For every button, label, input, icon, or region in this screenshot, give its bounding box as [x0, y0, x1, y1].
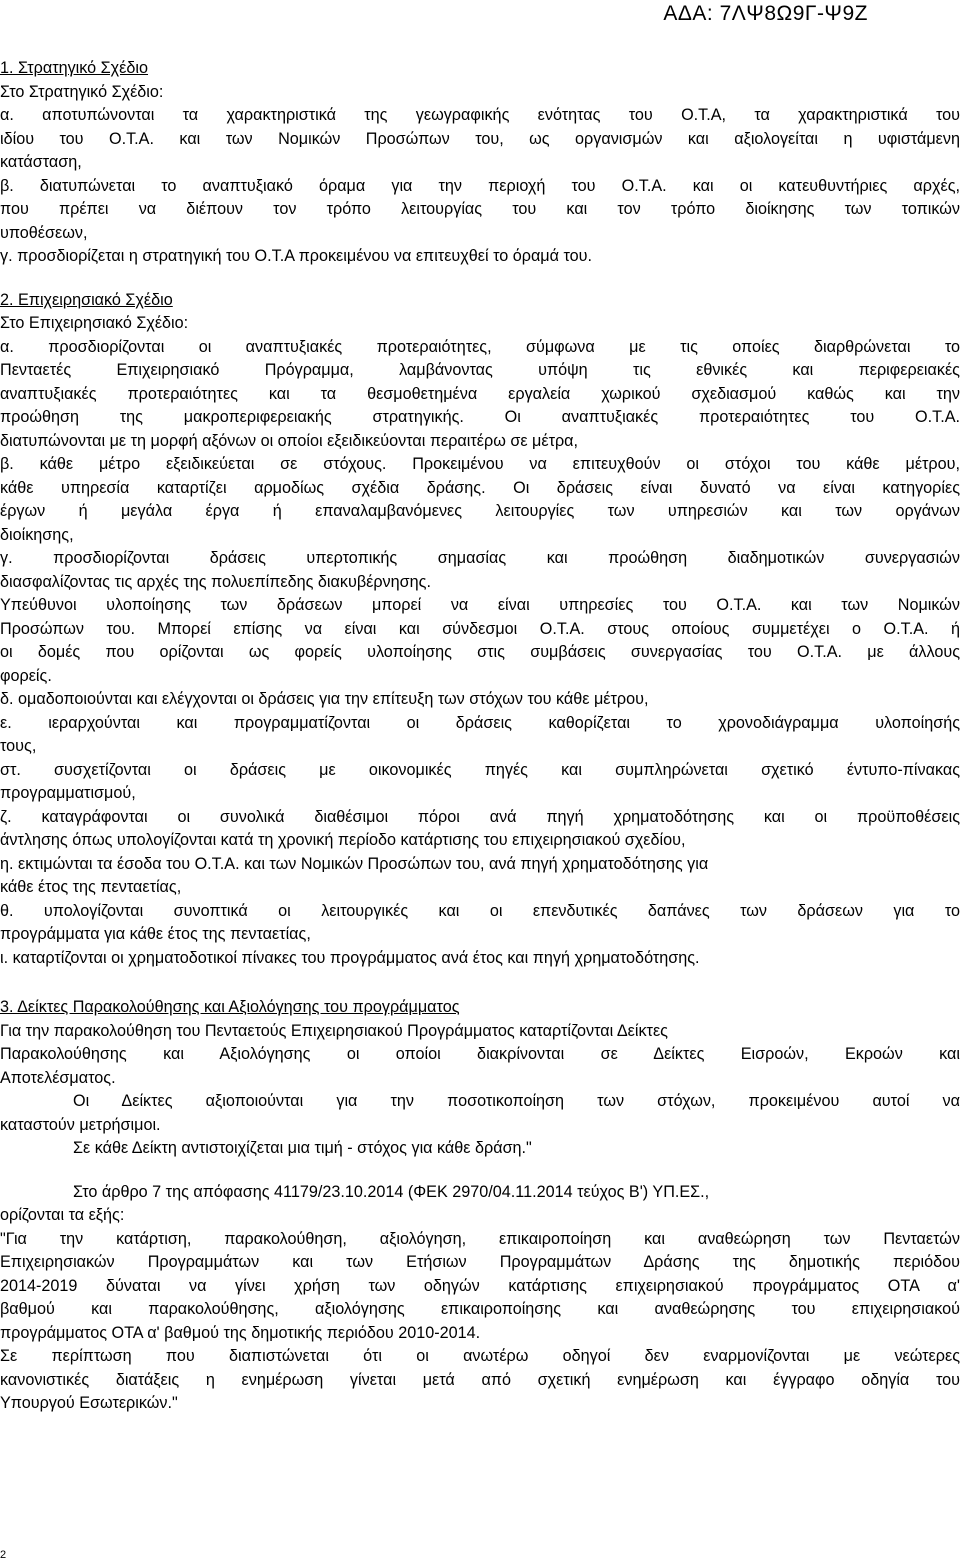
text-line: ι. καταρτίζονται οι χρηματοδοτικοί πίνακες του προγράμματος ανά έτος και πηγή χρηματοδότησης.: [0, 948, 700, 967]
text-line: Οι Δείκτες αξιοποιούνται για την ποσοτικοποίηση των στόχων, προκειμένου αυτοί να: [73, 1092, 960, 1110]
text-line: διατυπώνονται με τη μορφή αξόνων οι οποίοι εξειδικεύονται περαιτέρω σε μέτρα,: [0, 431, 579, 450]
text-line: Υπεύθυνοι υλοποίησης των δράσεων μπορεί να είναι υπηρεσίες του Ο.Τ.Α. και των Νομικών: [0, 596, 960, 614]
text-line: έργων ή μεγάλα έργα ή επαναλαμβανόμενες λειτουργίες των υπηρεσιών και των οργάνων: [0, 502, 960, 520]
text-line: β. κάθε μέτρο εξειδικεύεται σε στόχους. Προκειμένου να επιτευχθούν οι στόχοι του κάθε μέτρου,: [0, 455, 960, 473]
underlined-heading-text: 3. Δείκτες Παρακολούθησης και Αξιολόγησης του προγράμματος: [0, 998, 460, 1016]
text-line: 2014-2019 δύναται να γίνει χρήση των οδηγών κατάρτισης επιχειρησιακού προγράμματος ΟΤΑ α': [0, 1276, 960, 1295]
text-line: Σε κάθε Δείκτη αντιστοιχίζεται μια τιμή - στόχος για κάθε δράση.": [73, 1139, 532, 1157]
text-line: Στο Επιχειρησιακό Σχέδιο:: [0, 314, 189, 332]
text-line: Αποτελέσματος.: [0, 1068, 116, 1087]
text-line: γ. προσδιορίζονται δράσεις υπερτοπικής σημασίας και προώθηση διαδημοτικών συνεργασιών: [0, 549, 960, 567]
paragraph-gap: [0, 269, 960, 289]
underlined-heading-text: 1. Στρατηγικό Σχέδιο: [0, 59, 149, 77]
section-heading: [0, 57, 960, 81]
text-line: β. διατυπώνεται το αναπτυξιακό όραμα για την περιοχή του Ο.Τ.Α. και οι κατευθυντήριες αρχές,: [0, 176, 960, 195]
document-body: [0, 57, 960, 1416]
text-line: βαθμού και παρακολούθησης, αξιολόγησης επικαιροποίησης και αναθεώρησης του επιχειρησιακού: [0, 1300, 960, 1318]
paragraph-gap: [0, 970, 960, 996]
text-line: θ. υπολογίζονται συνοπτικά οι λειτουργικές και οι επενδυτικές δαπάνες των δράσεων για το: [0, 901, 960, 920]
text-line: στ. συσχετίζονται οι δράσεις με οικονομικές πηγές και συμπληρώνεται σχετικό έντυπο-πίνακας: [0, 760, 960, 779]
text-line: Στο Στρατηγικό Σχέδιο:: [0, 82, 164, 101]
text-line: διασφαλίζοντας τις αρχές της πολυεπίπεδης διακυβέρνησης.: [0, 572, 431, 591]
text-line: κάθε υπηρεσία καταρτίζει αρμοδίως σχέδια δράσης. Οι δράσεις είναι δυνατό να είναι κατηγορίες: [0, 478, 960, 497]
text-line: Σε περίπτωση που διαπιστώνεται ότι οι ανωτέρω οδηγοί δεν εναρμονίζονται με νεώτερες: [0, 1347, 960, 1365]
text-line: Υπουργού Εσωτερικών.": [0, 1394, 178, 1412]
text-line: ιδίου του Ο.Τ.Α. και των Νομικών Προσώπων του, ως οργανισμών και αξιολογείται η υφιστάμενη: [0, 129, 960, 148]
text-line: δ. ομαδοποιούνται και ελέγχονται οι δράσεις για την επίτευξη των στόχων του κάθε μέτρου,: [0, 690, 649, 708]
text-line: κανονιστικές διατάξεις η ενημέρωση γίνεται μετά από σχετική ενημέρωση και έγγραφο οδηγία του: [0, 1370, 960, 1389]
text-line: γ. προσδιορίζεται η στρατηγική του Ο.Τ.Α προκειμένου να επιτευχθεί το όραμά του.: [0, 247, 593, 265]
text-line: προγράμματος ΟΤΑ α' βαθμού της δημοτικής περιόδου 2010-2014.: [0, 1323, 481, 1342]
text-line: κατάσταση,: [0, 153, 82, 171]
text-line: α. αποτυπώνονται τα χαρακτηριστικά της γεωγραφικής ενότητας του Ο.Τ.Α, τα χαρακτηριστικά του: [0, 106, 960, 124]
text-line: "Για την κατάρτιση, παρακολούθηση, αξιολόγηση, επικαιροποίηση και αναθεώρηση των Πενταετών: [0, 1229, 960, 1248]
text-line: ε. ιεραρχούνται και προγραμματίζονται οι δράσεις καθορίζεται το χρονοδιάγραμμα υλοποίησής: [0, 713, 960, 732]
text-line: που πρέπει να διέπουν τον τρόπο λειτουργίας του και τον τρόπο διοίκησης των τοπικών: [0, 200, 960, 218]
text-line: προώθηση της μακροπεριφερειακής στρατηγικής. Οι αναπτυξιακές προτεραιότητες του Ο.Τ.Α.: [0, 408, 960, 426]
text-line: η. εκτιμώνται τα έσοδα του Ο.Τ.Α. και των Νομικών Προσώπων του, ανά πηγή χρηματοδότησης για: [0, 854, 709, 873]
text-line: φορείς.: [0, 666, 52, 685]
text-line: οι δομές που ορίζονται ως φορείς υλοποίησης στις συμβάσεις συνεργασίας του Ο.Τ.Α. με άλλους: [0, 643, 960, 661]
section-heading: [0, 289, 960, 313]
section-heading: [0, 996, 960, 1020]
text-line: κάθε έτος της πενταετίας,: [0, 878, 182, 896]
text-line: υποθέσεων,: [0, 223, 88, 242]
text-line: αναπτυξιακές προτεραιότητες και τα θεσμοθετημένα εργαλεία χωρικού σχεδιασμού καθώς και την: [0, 384, 960, 403]
text-line: τους,: [0, 737, 37, 755]
text-line: άντλησης όπως υπολογίζονται κατά τη χρονική περίοδο κατάρτισης του επιχειρησιακού σχεδίου,: [0, 831, 686, 849]
text-line: ζ. καταγράφονται οι συνολικά διαθέσιμοι πόροι ανά πηγή χρηματοδότησης και οι προϋποθέσεις: [0, 807, 960, 826]
text-line: ορίζονται τα εξής:: [0, 1206, 125, 1224]
page-number: 2: [0, 1549, 7, 1561]
text-line: Προσώπων του. Μπορεί επίσης να είναι και σύνδεσμοι Ο.Τ.Α. στους οποίους συμμετέχει ο Ο.Τ.Α. ή: [0, 619, 960, 638]
text-line: Στο άρθρο 7 της απόφασης 41179/23.10.2014 (ΦΕΚ 2970/04.11.2014 τεύχος Β') ΥΠ.ΕΣ.,: [73, 1182, 710, 1201]
text-line: διοίκησης,: [0, 525, 74, 544]
underlined-heading-text: 2. Επιχειρησιακό Σχέδιο: [0, 290, 173, 309]
text-line: καταστούν μετρήσιμοι.: [0, 1115, 161, 1134]
text-line: Για την παρακολούθηση του Πενταετούς Επιχειρησιακού Προγράμματος καταρτίζονται Δείκτες: [0, 1021, 668, 1040]
text-line: Επιχειρησιακών Προγραμμάτων και των Ετήσιων Προγραμμάτων Δράσης της δημοτικής περιόδου: [0, 1253, 960, 1271]
text-line: προγραμματισμού,: [0, 784, 136, 802]
paragraph-gap: [0, 1161, 960, 1181]
text-line: Παρακολούθησης και Αξιολόγησης οι οποίοι διακρίνονται σε Δείκτες Εισροών, Εκροών και: [0, 1045, 960, 1063]
text-line: Πενταετές Επιχειρησιακό Πρόγραμμα, λαμβάνοντας υπόψη τις εθνικές και περιφερειακές: [0, 361, 960, 379]
text-line: προγράμματα για κάθε έτος της πενταετίας,: [0, 925, 311, 943]
text-line: α. προσδιορίζονται οι αναπτυξιακές προτεραιότητες, σύμφωνα με τις οποίες διαρθρώνεται το: [0, 337, 960, 356]
ada-code: ΑΔΑ: 7ΛΨ8Ω9Γ-Ψ9Ζ: [663, 2, 868, 25]
